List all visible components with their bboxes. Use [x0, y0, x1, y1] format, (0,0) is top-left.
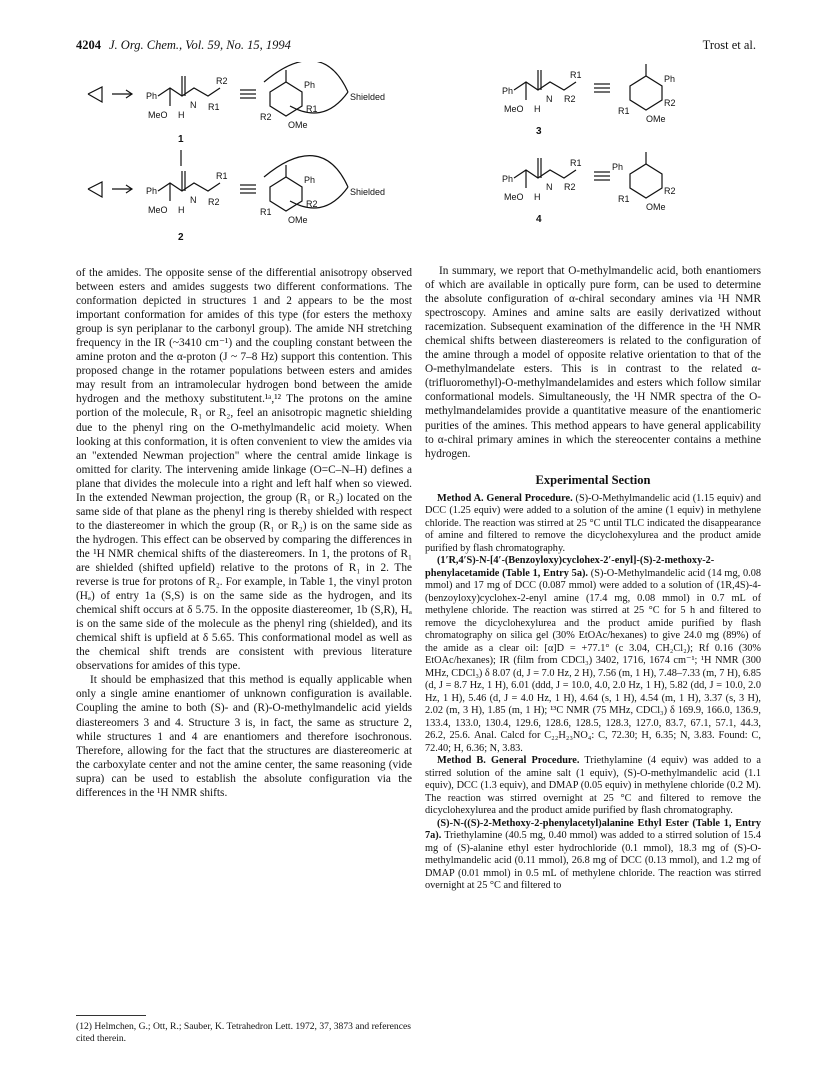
- struct4-newman-r2: R2: [664, 186, 676, 196]
- struct1-newman-ph: Ph: [304, 80, 316, 90]
- scheme-structures-1-2: [80, 62, 420, 247]
- struct1-meo-label: MeO: [148, 110, 168, 120]
- scheme-structures-3-4: [500, 56, 710, 226]
- struct2-newman-r2: R2: [306, 199, 318, 209]
- entry-5a-text: (S)-O-Methylmandelic acid (14 mg, 0.08 mmol) and 17 mg of DCC (0.087 mmol) were added to a solution of (1R,4S)-4-(benzoyloxy)cyclohex-2-enyl amine (17.4 mg, 0.08 mmol) in 0.7 mL of methylene chloride. The reaction was stirred at 25 °C for 5 h and filtered to remove the dicyclohexylurea and the product amide purified by flash chromatography on silica gel (30% EtOAc/hexanes) to give 24.0 mg (89%) of the amide as a clear oil: [α]D = +77.1° (c 3.04, CH₂Cl₂); Rf 0.16 (30% EtOAc/hexanes); IR (film from CDCl₃) 3402, 1716, 1674 cm⁻¹; ¹H NMR (300 MHz, CDCl₃) δ 8.07 (d, J = 7.0 Hz, 2 H), 7.56 (m, 1 H), 7.48–7.33 (m, 7 H), 6.85 (d, J = 8.7 Hz, 1 H), 6.01 (ddd, J = 10.0, 4.0, 2.0 Hz, 1 H), 5.82 (dd, J = 10.0, 2.0 Hz, 1 H), 5.46 (d, J = 4.0 Hz, 1 H), 4.64 (s, 1 H), 4.54 (m, 1 H), 3.37 (s, 3 H), 2.02 (m, 3 H), 1.85 (m, 1 H); ¹³C NMR (75 MHz, CDCl₃) δ 169.9, 166.0, 136.9, 133.4, 133.0, 130.4, 129.6, 128.6, 128.5, 128.3, 127.0, 83.7, 67.1, 57.1, 44.3, 26.2, 25.6. Anal. Calcd for C₂₂H₂₃NO₄: C, 72.30; H, 6.35; N, 3.83. Found: C, 72.40; H, 6.36; N, 3.83.: [425, 567, 762, 754]
- left-paragraph-1: of the amides. The opposite sense of the differential anisotropy observed between esters and amides suggests two different conformations. The conformation depicted in structures 1 and 2 appears to be the most important conformation for amides of this type (for esters the methoxy group is syn periplanar to the carbonyl group). The amide NH stretching frequency in the IR (~3410 cm⁻¹) and the coupling constant between the amine proton and the α-proton (J ~ 7–8 Hz) support this contention. This proposed change in the rotamer populations between esters and amides may result from an intramolecular hydrogen bond between the amide hydrogen and the methoxy substitutent.¹ᵃ,¹² The protons on the amine portion of the molecule, R₁ or R₂, feel an anisotropic magnetic shielding due to the phenyl ring on the O-methylmandelic acid moiety. When looking at this conformation, it is often convenient to view the amides via an "extended Newman projection" where the central amide linkage is omitted for clarity. The intervening amide linkage (O=C–N–H) defines a plane that divides the molecule into a right and left half when so viewed. In the extended Newman projection, the group (R₁ or R₂) located on the same side of that plane as the phenyl ring is thereby shielded with respect to the diastereomer in which the group (R₁ or R₂) is on the same side as the hydrogen. This effect can be observed by comparing the differences in the ¹H NMR chemical shifts of the diastereomers. In 1, the protons of R₁ are shielded (shifted upfield) relative to the protons of R₁ in 2. The reverse is true for protons of R₂. For example, in Table 1, the vinyl proton (Hₐ) of entry 1a (S,S) is on the same side as the hydrogen, and its chemical shift occurs at δ 5.75. In the opposite diastereomer, 1b (S,R), Hₐ is on the same side of the molecule as the phenyl ring (shielded), and its chemical shift is upfield at δ 5.65. This conformational model as well as the chemical shift trends are consistent with previous literature observations for amides of this type.: [76, 267, 412, 673]
- left-paragraph-2: It should be emphasized that this method is equally applicable when only a single amine enantiomer of unknown configuration is available. Coupling the amine to both (S)- and (R)-O-methylmandelic acid yields diastereomers 3 and 4. Structure 3 is, in fact, the same as structure 2, while structures 1 and 4 are enantiomers and therefore isochronous. Therefore, allowing for the fact that the structures are diastereomeric at the carboxylate center and not the amine center, the same reasoning (vide supra) can be used to establish the absolute configuration via the differences in the ¹H NMR shifts.: [76, 674, 412, 799]
- struct3-meo-label: MeO: [504, 104, 524, 114]
- struct4-n-label: N: [546, 182, 553, 192]
- entry-5a-paragraph: [425, 555, 761, 755]
- entry-7a-heading: (S)-N-((S)-2-Methoxy-2-phenylacetyl)alanine Ethyl Ester (Table 1, Entry 7a).: [425, 817, 761, 842]
- struct2-shielded-label: Shielded: [350, 187, 386, 197]
- method-b-paragraph: [425, 755, 761, 818]
- struct4-newman-ph: Ph: [612, 162, 624, 172]
- method-b-text: Triethylamine (4 equiv) was added to a stirred solution of the amine salt (1 equiv), (S)-O-methylmandelic acid (1.1 equiv), DCC (1.3 equiv), and DMAP (0.05 equiv) in methylene chloride (0.2 M). The reaction was stirred overnight at 25 °C and filtered to remove the dicyclohexylurea and the product amide purified by flash chromatography.: [425, 755, 762, 817]
- struct3-r1-label: R1: [570, 70, 582, 80]
- struct4-r1-label: R1: [570, 158, 582, 168]
- method-a-text: (S)-O-Methylmandelic acid (1.15 equiv) and DCC (1.25 equiv) were added to a solution of the amine (1 equiv) in methylene chloride. The reaction was stirred at 25 °C until TLC indicated the disappearance of amine and filtered to remove the dicyclohexylurea and the product amide purified by flash chromatography.: [425, 492, 761, 554]
- struct2-r1-label: R1: [216, 171, 228, 181]
- struct1-n-label: N: [190, 100, 197, 110]
- struct2-n-label: N: [190, 195, 197, 205]
- right-column: [425, 264, 761, 893]
- struct2-r2-label: R2: [208, 197, 220, 207]
- struct3-r2-label: R2: [564, 94, 576, 104]
- structure-number-2: 2: [178, 232, 184, 243]
- struct4-r2-label: R2: [564, 182, 576, 192]
- section-title-experimental: Experimental Section: [535, 472, 651, 487]
- struct2-ph-label: Ph: [146, 186, 158, 196]
- method-a-heading: Method A. General Procedure.: [437, 492, 573, 504]
- struct2-newman-ph: Ph: [304, 175, 316, 185]
- summary-paragraph: In summary, we report that O-methylmandelic acid, both enantiomers of which are available in optically pure form, can be used to determine the absolute configuration of α-chiral secondary amines via ¹H NMR spectroscopy. Amines and amine salts are easily derivatized without racemization. Subsequent examination of the difference in the ¹H NMR chemical shifts between diastereomers is related to the configuration of the amine through a model of opposite relative orientation to that of the O-methylmandelate esters. This is in contrast to the related α-(trifluoromethyl)-O-methylmandelamides and esters which follow similar conformational models. Simultaneously, the ¹H NMR spectra of the O-methylmandelamides provide a quantitative measure of the enantiomeric purities of the amines. This method appears to have general applicability to α-chiral primary amines in which the stereocenter contains a methine hydrogen.: [425, 265, 761, 460]
- struct3-newman-ome: OMe: [646, 114, 666, 124]
- struct1-r1-label: R1: [208, 102, 220, 112]
- structures-3-4-drawing: [500, 56, 710, 226]
- struct3-n-label: N: [546, 94, 553, 104]
- page-number: 4204: [76, 38, 101, 52]
- struct3-newman-r1: R1: [618, 106, 630, 116]
- struct3-newman-ph: Ph: [664, 74, 676, 84]
- struct1-r2-label: R2: [216, 76, 228, 86]
- struct3-newman-r2: R2: [664, 98, 676, 108]
- struct3-ph-label: Ph: [502, 86, 514, 96]
- struct1-shielded-label: Shielded: [350, 92, 386, 102]
- struct4-newman-r1: R1: [618, 194, 630, 204]
- cyclopropyl-eye-icon: [88, 87, 102, 102]
- header-left: [76, 38, 291, 53]
- struct2-newman-r1: R1: [260, 207, 272, 217]
- structure-number-4: 4: [536, 214, 542, 225]
- struct1-h-label: H: [178, 110, 185, 120]
- method-b-heading: Method B. General Procedure.: [437, 755, 580, 767]
- cyclopropyl-eye-icon-2: [88, 182, 102, 197]
- struct1-newman-ome: OMe: [288, 120, 308, 130]
- page-header: [76, 38, 756, 56]
- structure-number-1: 1: [178, 134, 184, 145]
- entry-7a-text: Triethylamine (40.5 mg, 0.40 mmol) was added to a stirred solution of 15.4 mg of (S)-alanine ethyl ester hydrochloride (0.1 mmol), 18.3 mg of (S)-O-methylmandelic acid (0.11 mmol), 26.8 mg of DCC (0.13 mmol), and 1.2 mg of DMAP (0.01 mmol) in 0.5 mL of methylene chloride. The reaction was stirred overnight at 25 °C and filtered to: [425, 830, 761, 892]
- struct2-newman-ome: OMe: [288, 215, 308, 225]
- struct1-ph-label: Ph: [146, 91, 158, 101]
- footnote-12: (12) Helmchen, G.; Ott, R.; Sauber, K. Tetrahedron Lett. 1972, 37, 3873 and references cited therein.: [76, 1021, 411, 1044]
- struct2-h-label: H: [178, 205, 185, 215]
- struct4-newman-ome: OMe: [646, 202, 666, 212]
- structure-number-3: 3: [536, 126, 542, 137]
- struct2-meo-label: MeO: [148, 205, 168, 215]
- entry-5a-heading: (1′R,4′S)-N-[4′-(Benzoyloxy)cyclohex-2′-enyl]-(S)-2-methoxy-2-phenylacetamide (Table 1, Entry 5a).: [425, 555, 715, 579]
- struct3-h-label: H: [534, 104, 541, 114]
- footnote-divider: [76, 1015, 146, 1016]
- method-a-paragraph: [425, 493, 761, 556]
- struct4-h-label: H: [534, 192, 541, 202]
- struct4-meo-label: MeO: [504, 192, 524, 202]
- structures-1-2-drawing: [80, 62, 420, 247]
- struct4-ph-label: Ph: [502, 174, 514, 184]
- journal-citation: J. Org. Chem., Vol. 59, No. 15, 1994: [109, 38, 291, 52]
- struct1-newman-r1: R1: [306, 104, 318, 114]
- entry-7a-paragraph: [425, 818, 761, 893]
- struct1-newman-r2: R2: [260, 112, 272, 122]
- running-author: Trost et al.: [702, 38, 756, 52]
- experimental-body: [425, 493, 761, 893]
- left-column: [76, 266, 412, 800]
